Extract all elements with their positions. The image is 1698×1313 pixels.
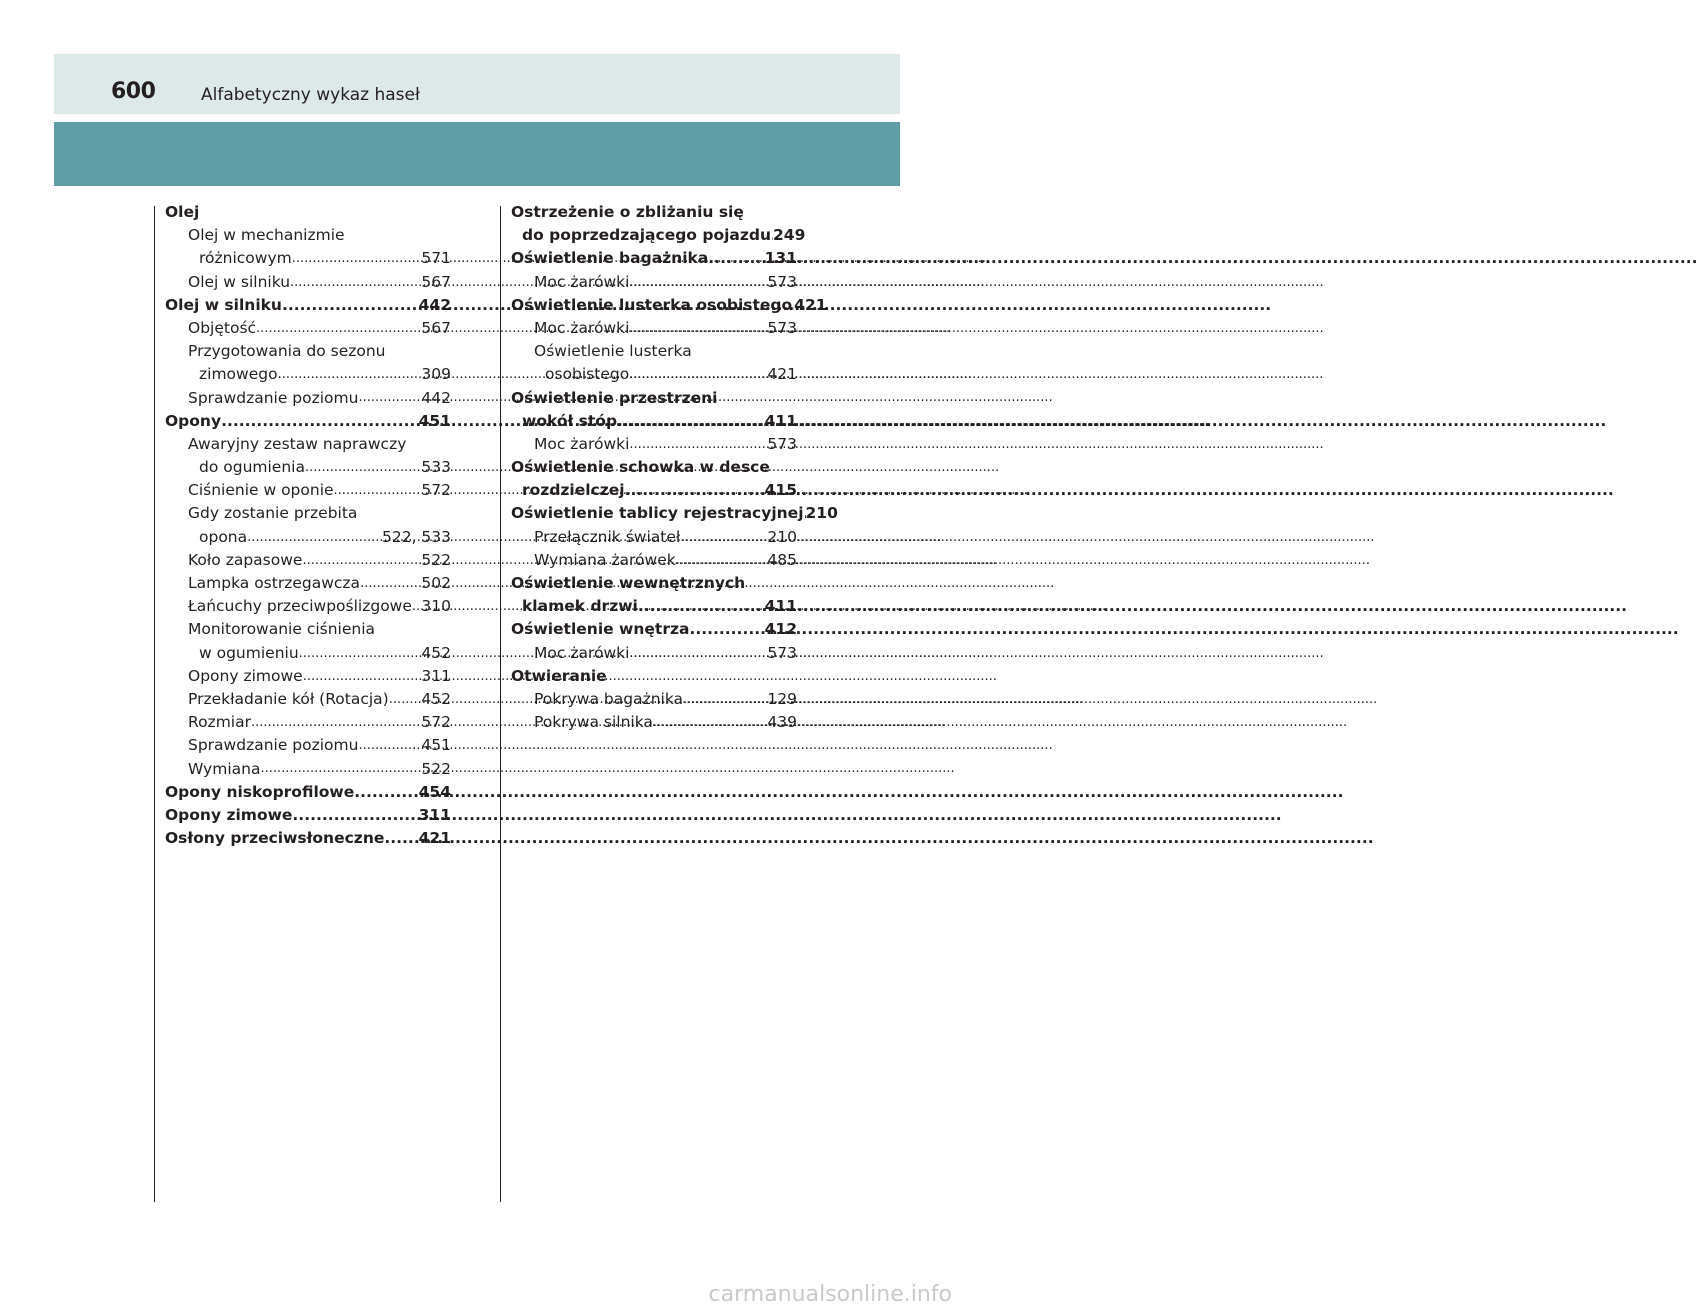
index-entry <box>165 201 451 224</box>
page-reference: 567 <box>421 318 451 337</box>
page-reference: 249 <box>773 226 806 245</box>
index-column-right <box>511 201 838 734</box>
index-entry <box>165 410 451 433</box>
page-reference: 451 <box>418 411 451 430</box>
index-subentry <box>165 665 451 688</box>
index-subentry <box>511 642 797 665</box>
dot-leader <box>629 363 767 386</box>
dot-leader <box>384 827 418 850</box>
dot-leader <box>221 410 419 433</box>
page-reference: 210 <box>767 527 797 546</box>
page-reference: 421 <box>418 829 451 848</box>
entry-text: Olej w mechanizmie <box>188 226 345 245</box>
index-entry <box>165 294 451 317</box>
index-subentry <box>511 526 797 549</box>
page-reference: 454 <box>418 782 451 801</box>
index-column-left <box>165 201 451 850</box>
index-entry <box>511 387 797 410</box>
index-subentry <box>165 363 451 386</box>
index-subentry <box>165 572 451 595</box>
dot-leader <box>804 502 806 525</box>
page-reference: 421 <box>767 365 797 384</box>
page-reference: 129 <box>767 689 797 708</box>
index-subentry <box>511 271 797 294</box>
index-entry <box>511 502 838 525</box>
index-entry <box>511 595 797 618</box>
page-reference: 572 <box>421 481 451 500</box>
dot-leader <box>358 387 421 410</box>
index-subentry <box>165 549 451 572</box>
left-column-rule <box>154 206 155 1202</box>
dot-leader <box>629 271 767 294</box>
dot-leader <box>334 479 422 502</box>
dot-leader <box>290 271 421 294</box>
page-reference: 309 <box>421 365 451 384</box>
page-reference: 571 <box>421 249 451 268</box>
entry-text: Łańcuchy przeciwpoślizgowe <box>188 597 412 616</box>
entry-text: Przełącznik świateł <box>534 527 681 546</box>
page-reference: 572 <box>421 713 451 732</box>
index-subentry <box>165 642 451 665</box>
entry-text: Pokrywa silnika <box>534 713 653 732</box>
entry-text: Koło zapasowe <box>188 550 303 569</box>
index-entry <box>511 247 797 270</box>
page-reference: 452 <box>421 689 451 708</box>
index-entry <box>511 201 797 224</box>
page-reference: 573 <box>767 272 797 291</box>
dot-leader <box>771 224 773 247</box>
page-reference: 411 <box>764 411 797 430</box>
entry-text: Oświetlenie wnętrza <box>511 620 690 639</box>
page-reference: 567 <box>421 272 451 291</box>
index-entry <box>165 781 451 804</box>
index-entry <box>511 479 797 502</box>
dot-leader <box>629 317 767 340</box>
page-reference: 421 <box>794 295 827 314</box>
dot-leader <box>792 294 794 317</box>
page-reference: 522 <box>421 759 451 778</box>
entry-text: różnicowym <box>199 249 292 268</box>
entry-text: Sprawdzanie poziomu <box>188 736 359 755</box>
entry-text: Awaryjny zestaw naprawczy <box>188 434 407 453</box>
entry-text: Ostrzeżenie o zbliżaniu się <box>511 203 744 221</box>
index-subentry <box>165 317 451 340</box>
index-entry <box>511 572 797 595</box>
dot-leader <box>260 758 421 781</box>
index-subentry <box>165 734 451 757</box>
page-reference: 411 <box>764 597 797 616</box>
page-reference: 522 <box>421 550 451 569</box>
entry-text: Oświetlenie schowka w desce <box>511 458 770 477</box>
entry-text: Otwieranie <box>511 666 607 685</box>
entry-text: opona <box>199 527 248 546</box>
header-bar <box>54 54 900 114</box>
entry-text: zimowego <box>199 365 278 384</box>
page-reference: 310 <box>421 597 451 616</box>
index-subentry <box>511 688 797 711</box>
entry-text: wokół stóp <box>522 411 618 430</box>
dot-leader <box>292 804 418 827</box>
entry-text: Wymiana <box>188 759 261 778</box>
entry-text: Opony zimowe <box>165 805 293 824</box>
dot-leader <box>247 526 382 549</box>
index-subentry <box>511 340 797 363</box>
entry-text: Oświetlenie tablicy rejestracyjnej <box>511 504 804 523</box>
index-subentry <box>165 271 451 294</box>
page-reference: 573 <box>767 434 797 453</box>
entry-text: do ogumienia <box>199 458 305 477</box>
entry-text: Lampka ostrzegawcza <box>188 574 361 592</box>
dot-leader <box>358 734 421 757</box>
index-subentry <box>511 433 797 456</box>
index-subentry <box>165 502 451 525</box>
index-entry <box>511 294 827 317</box>
index-subentry <box>165 224 451 247</box>
dot-leader <box>389 688 422 711</box>
dot-leader <box>299 642 422 665</box>
index-subentry <box>511 711 797 734</box>
entry-text: Opony niskoprofilowe <box>165 782 355 801</box>
entry-text: do poprzedzającego pojazdu <box>522 226 772 245</box>
dot-leader <box>617 410 765 433</box>
entry-text: Moc żarówki <box>534 272 630 291</box>
dot-leader <box>689 618 764 641</box>
dot-leader <box>256 317 421 340</box>
index-subentry <box>165 340 451 363</box>
index-entry <box>165 827 451 850</box>
entry-text: rozdzielczej <box>522 481 625 500</box>
dot-leader <box>629 642 767 665</box>
page-reference: 451 <box>421 736 451 755</box>
dot-leader <box>354 781 418 804</box>
entry-text: Wymiana żarówek <box>534 550 676 569</box>
entry-text: Opony zimowe <box>188 666 303 685</box>
page-reference: 439 <box>767 713 797 732</box>
index-subentry <box>511 317 797 340</box>
page-reference: 452 <box>421 643 451 662</box>
page-number: 600 <box>111 79 156 104</box>
page-reference: 210 <box>805 504 838 523</box>
entry-text: Osłony przeciwsłoneczne <box>165 829 385 848</box>
page-reference: 502 <box>421 574 451 592</box>
dot-leader <box>629 433 767 456</box>
entry-text: Rozmiar <box>188 713 251 732</box>
entry-text: Oświetlenie przestrzeni <box>511 388 718 407</box>
index-subentry <box>165 526 451 549</box>
index-entry <box>511 410 797 433</box>
entry-text: Oświetlenie lusterka <box>534 342 692 361</box>
entry-text: osobistego <box>545 365 630 384</box>
page-reference: 131 <box>764 249 797 268</box>
index-entry <box>165 804 451 827</box>
index-subentry <box>165 456 451 479</box>
entry-text: Olej w silniku <box>188 272 291 291</box>
dot-leader <box>305 456 421 479</box>
dot-leader <box>680 526 767 549</box>
index-subentry <box>165 247 451 270</box>
page-reference: 412 <box>764 620 797 639</box>
entry-text: Oświetlenie bagażnika <box>511 249 709 268</box>
index-subentry <box>165 758 451 781</box>
dot-leader <box>282 294 419 317</box>
page-reference: 442 <box>421 388 451 407</box>
index-subentry <box>165 711 451 734</box>
entry-text: Oświetlenie wewnętrznych <box>511 574 746 592</box>
index-entry <box>511 665 797 688</box>
dot-leader <box>412 595 422 618</box>
dot-leader <box>360 572 421 595</box>
page-reference: 415 <box>764 481 797 500</box>
page-reference: 311 <box>418 805 451 824</box>
dot-leader <box>302 549 421 572</box>
entry-text: Przekładanie kół (Rotacja) <box>188 689 389 708</box>
header-band <box>54 122 900 186</box>
dot-leader <box>625 479 765 502</box>
entry-text: Oświetlenie lusterka osobistego <box>511 295 793 314</box>
index-entry <box>511 224 806 247</box>
page-reference: 573 <box>767 643 797 662</box>
page-reference: 533 <box>421 458 451 477</box>
page-reference: 485 <box>767 550 797 569</box>
dot-leader <box>683 688 767 711</box>
dot-leader <box>303 665 422 688</box>
section-title: Alfabetyczny wykaz haseł <box>201 85 420 105</box>
entry-text: Olej w silniku <box>165 295 282 314</box>
dot-leader <box>292 247 422 270</box>
entry-text: Gdy zostanie przebita <box>188 504 358 523</box>
index-subentry <box>165 688 451 711</box>
index-subentry <box>165 479 451 502</box>
index-subentry <box>165 433 451 456</box>
entry-text: w ogumieniu <box>199 643 299 662</box>
dot-leader <box>251 711 421 734</box>
page-reference: 442 <box>418 295 451 314</box>
index-entry <box>511 618 797 641</box>
entry-text: Moc żarówki <box>534 318 630 337</box>
watermark: carmanualsonline.info <box>708 1282 952 1307</box>
entry-text: Moc żarówki <box>534 434 630 453</box>
dot-leader <box>653 711 767 734</box>
dot-leader <box>676 549 768 572</box>
entry-text: Olej <box>165 203 200 221</box>
dot-leader <box>638 595 765 618</box>
entry-text: Objętość <box>188 318 257 337</box>
entry-text: Sprawdzanie poziomu <box>188 388 359 407</box>
dot-leader <box>708 247 764 270</box>
index-subentry <box>511 363 797 386</box>
dot-leader <box>278 363 422 386</box>
entry-text: Ciśnienie w oponie <box>188 481 334 500</box>
entry-text: Monitorowanie ciśnienia <box>188 620 376 639</box>
entry-text: klamek drzwi <box>522 597 638 616</box>
index-subentry <box>165 387 451 410</box>
entry-text: Moc żarówki <box>534 643 630 662</box>
index-entry <box>511 456 797 479</box>
page-reference: 573 <box>767 318 797 337</box>
page-reference: 522, 533 <box>381 527 451 546</box>
page-reference: 311 <box>421 666 451 685</box>
index-subentry <box>165 618 451 641</box>
entry-text: Pokrywa bagażnika <box>534 689 684 708</box>
index-subentry <box>511 549 797 572</box>
index-subentry <box>165 595 451 618</box>
entry-text: Opony <box>165 411 222 430</box>
entry-text: Przygotowania do sezonu <box>188 342 386 361</box>
